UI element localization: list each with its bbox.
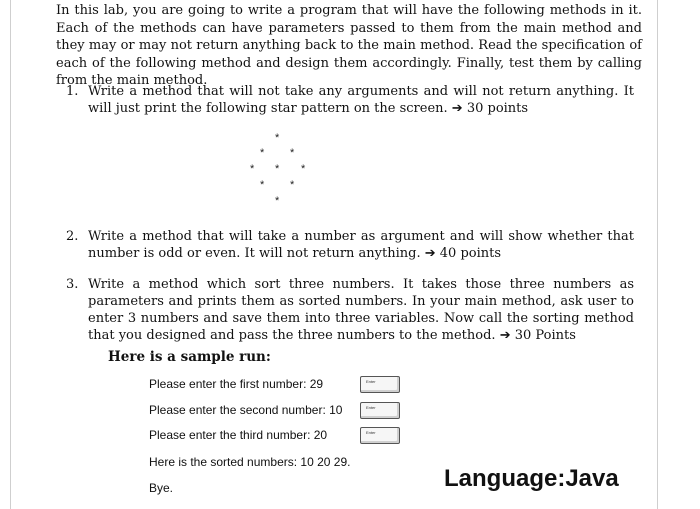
sample-run-line: Please enter the third number: 20 (149, 428, 328, 442)
star: * (275, 163, 280, 175)
task-text: Write a method that will take a number as argument and will show whether that number is odd or even. It will not return anything. ➔ 40 points (88, 229, 634, 261)
task-points: 30 points (466, 101, 529, 116)
star: * (260, 179, 265, 191)
sample-run-line: Please enter the first number: 29 (149, 377, 324, 391)
arrow-icon: ➔ (499, 328, 511, 343)
sample-run-line: Please enter the second number: 10 (149, 403, 343, 417)
task-points: 40 points (439, 246, 502, 261)
language-label: Language:Java (444, 465, 619, 492)
enter-key-icon: Enter (360, 427, 400, 444)
star: * (290, 147, 295, 159)
sample-run-line: Here is the sorted numbers: 10 20 29. (149, 455, 351, 469)
enter-key-icon: Enter (360, 376, 400, 393)
enter-key-icon: Enter (360, 402, 400, 419)
task-points: 30 Points (514, 328, 576, 343)
task-number: 1. (66, 84, 79, 99)
star: * (250, 163, 255, 175)
task-text: Write a method that will not take any arguments and will not return anything. It will just print the following star pattern on the screen. ➔ 30 points (88, 84, 634, 116)
task-text: Write a method which sort three numbers. It takes those three numbers as parameters and prints them as sorted numbers. In your main method, ask user to enter 3 numbers and save them into three variables. Now call the sorting method that you designed and pass the three numbers to the method. ➔ 30 Points (88, 277, 634, 343)
intro-paragraph: In this lab, you are going to write a program that will have the following methods in it. Each of the methods can have parameters passed to them from the main method and they may or may not return anything back to the main method. Read the specification of each of the following method and design them accordingly. Finally, test them by calling from the main method. (56, 3, 642, 88)
star: * (260, 147, 265, 159)
star: * (301, 163, 306, 175)
star: * (290, 179, 295, 191)
sample-run-heading: Here is a sample run: (108, 349, 271, 365)
arrow-icon: ➔ (451, 101, 463, 116)
star: * (275, 132, 280, 144)
arrow-icon: ➔ (424, 246, 436, 261)
sample-run-line: Bye. (149, 481, 174, 495)
star: * (275, 195, 280, 207)
task-number: 3. (66, 277, 79, 292)
task-number: 2. (66, 229, 79, 244)
